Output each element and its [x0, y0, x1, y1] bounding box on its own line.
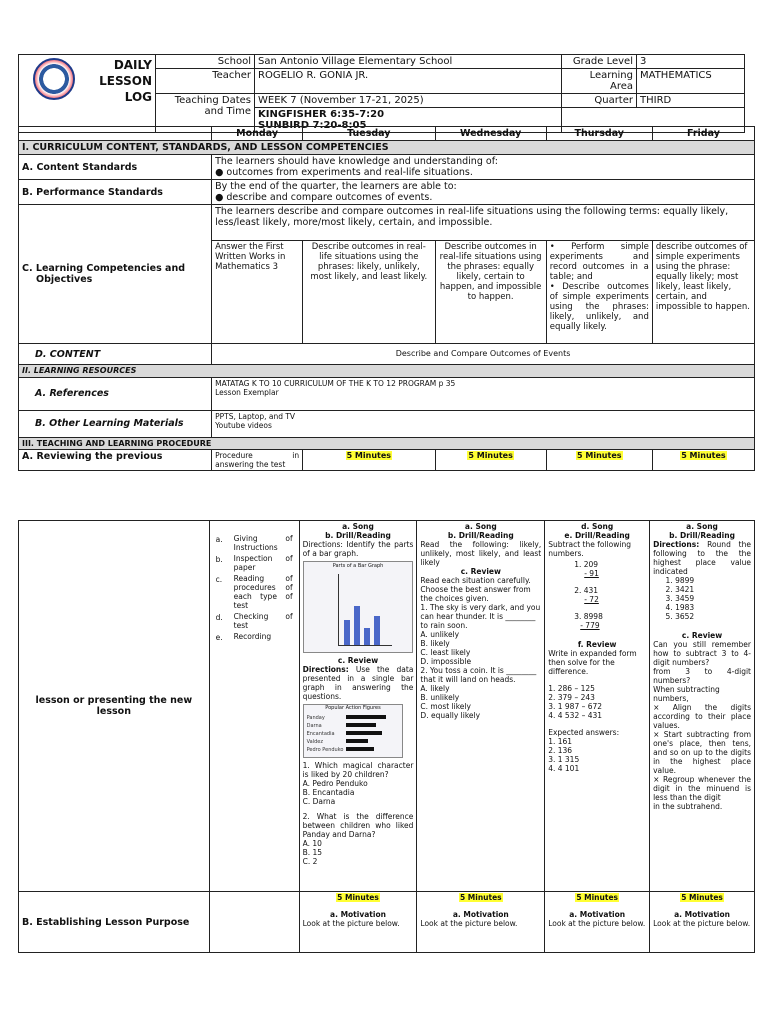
- competency-wed: Describe outcomes in real-life situations using the phrases: equally likely, certain to happen, and impossible to happen.: [435, 241, 546, 344]
- logo-cell: [19, 55, 90, 133]
- quarter-label: Quarter: [562, 94, 637, 108]
- grade-label: Grade Level: [562, 55, 637, 69]
- purpose-label: B. Establishing Lesson Purpose: [19, 892, 210, 953]
- section-resources: II. LEARNING RESOURCES: [19, 365, 755, 378]
- purpose-thu: 5 Minutes a. Motivation Look at the picture below.: [545, 892, 650, 953]
- review-label-cont: lesson or presenting the new lesson: [19, 521, 210, 892]
- time-tue: 5 Minutes: [346, 451, 392, 460]
- content-std-value: The learners should have knowledge and understanding of: ● outcomes from experiments and real-life situations.: [212, 155, 755, 180]
- purpose-wed: 5 Minutes a. Motivation Look at the picture below.: [417, 892, 545, 953]
- competency-summary: The learners describe and compare outcomes in real-life situations using the following terms: equally likely, less/least likely, more/most likely, certain, and impossible.: [212, 205, 755, 241]
- lesson-table: [18, 126, 755, 471]
- thu-activities: d. Song e. Drill/Reading Subtract the following numbers. 1. 209 - 91 2. 431 - 72 3. 8998 - 779 f. Review Write in expanded form then solve for the difference. 1. 286 – 125 2. 379 – 243 3. 1 987 – 672 4. 4 532 – 431 Expected answers: 1. 161 2. 136 3. 1 315 4. 4 101: [545, 521, 650, 892]
- day-monday: Monday: [212, 127, 303, 141]
- day-friday: Friday: [652, 127, 754, 141]
- perf-std-label: B. Performance Standards: [19, 180, 212, 205]
- competency-fri: describe outcomes of simple experiments using the phrase: equally likely; most likely, least likely, certain, and impossible to happen.: [652, 241, 754, 344]
- wed-activities: a. Song b. Drill/Reading Read the following: likely, unlikely, most likely, and least likely c. Review Read each situation carefully. Choose the best answer from the choices given. 1. The sky is very dark, and you can hear thunder. It is ________ to rain soon. A. unlikely B. likely C. least likely D. impossible 2. You toss a coin. It is ________ that it will land on heads. A. likely B. unlikely C. most likely D. equally likely: [417, 521, 545, 892]
- competency-mon: Answer the First Written Works in Mathematics 3: [212, 241, 303, 344]
- lesson-table-page2: [18, 520, 755, 953]
- section-procedure: III. TEACHING AND LEARNING PROCEDURE: [19, 437, 755, 450]
- time-wed: 5 Minutes: [468, 451, 513, 460]
- other-materials-label: B. Other Learning Materials: [19, 410, 212, 437]
- day-tuesday: Tuesday: [303, 127, 435, 141]
- dates-value-1: WEEK 7 (November 17-21, 2025): [255, 94, 562, 108]
- competency-thu: • Perform simple experiments and record outcomes in a table; and • Describe outcomes of simple experiments using the phrases: likely, unlikely, and equally likely.: [546, 241, 652, 344]
- action-figures-chart-image: Popular Action Figures Panday Darna Encantadia Valdez Pedro Penduko: [303, 704, 404, 758]
- deped-seal-icon: [33, 58, 75, 100]
- teacher-value: ROGELIO R. GONIA JR.: [255, 69, 562, 94]
- area-value: MATHEMATICS: [637, 69, 745, 94]
- review-mon: Procedure in answering the test: [212, 450, 303, 471]
- other-materials-value: PPTS, Laptop, and TV Youtube videos: [212, 410, 755, 437]
- time-fri: 5 Minutes: [681, 451, 726, 460]
- review-label: A. Reviewing the previous: [19, 450, 212, 471]
- fri-activities: a. Song b. Drill/Reading Directions: Round the following to the the highest place value indicated 1. 9899 2. 3421 3. 3459 4. 1983 5. 3652 c. Review Can you still remember how to subtract 3 to 4-digit numbers? from 3 to 4-digit numbers? When subtracting numbers, × Align the digits according to their place values. × Start subtracting from one's place, then tens, and so on up to the digits in the highest place value. × Regroup whenever the digit in the minuend is less than the digit in the subtrahend.: [650, 521, 755, 892]
- day-wednesday: Wednesday: [435, 127, 546, 141]
- purpose-fri: 5 Minutes a. Motivation Look at the picture below.: [650, 892, 755, 953]
- purpose-tue: 5 Minutes a. Motivation Look at the picture below.: [299, 892, 417, 953]
- perf-std-value: By the end of the quarter, the learners are able to: ● describe and compare outcomes of events.: [212, 180, 755, 205]
- teacher-label: Teacher: [156, 69, 255, 94]
- content-label: D. CONTENT: [19, 344, 212, 365]
- content-std-label: A. Content Standards: [19, 155, 212, 180]
- dates-label: Teaching Dates and Time: [156, 94, 255, 133]
- mon-activities: a. Giving of Instructions b. Inspection of paper c. Reading of procedures of each type of test d. Checking of test e. Recording: [209, 521, 299, 892]
- competency-tue: Describe outcomes in real-life situations using the phrases: likely, unlikely, most likely, and least likely.: [303, 241, 435, 344]
- section-curriculum: I. CURRICULUM CONTENT, STANDARDS, AND LESSON COMPETENCIES: [19, 141, 755, 155]
- time-thu: 5 Minutes: [577, 451, 622, 460]
- school-label: School: [156, 55, 255, 69]
- dll-title: DAILY LESSON LOG: [89, 55, 156, 133]
- area-label: Learning Area: [562, 69, 637, 94]
- bar-graph-parts-image: Parts of a Bar Graph: [303, 561, 414, 653]
- competency-label: C. Learning Competencies and Objectives: [19, 205, 212, 344]
- references-label: A. References: [19, 377, 212, 410]
- school-value: San Antonio Village Elementary School: [255, 55, 562, 69]
- tue-activities: a. Song b. Drill/Reading Directions: Identify the parts of a bar graph. Parts of a Bar Graph c. Review Directions: Use the data presented in a single bar graph in answering the questions. Popular Action Figures Panday Darna Encantadia Valdez Pedro Penduko 1. Which magical character is liked by 20 children? A. Pedro Penduko B. Encantadia C. Darna 2. What is the difference between children who liked Panday and Darna? A. 10 B. 15 C. 2: [299, 521, 417, 892]
- grade-value: 3: [637, 55, 745, 69]
- header-table: [18, 54, 745, 133]
- references-value: MATATAG K TO 10 CURRICULUM OF THE K TO 12 PROGRAM p 35 Lesson Exemplar: [212, 377, 755, 410]
- quarter-value: THIRD: [637, 94, 745, 108]
- content-value: Describe and Compare Outcomes of Events: [212, 344, 755, 365]
- day-thursday: Thursday: [546, 127, 652, 141]
- dates-value-2: KINGFISHER 6:35-7:20 SUNBIRD 7:20-8:05: [255, 108, 562, 133]
